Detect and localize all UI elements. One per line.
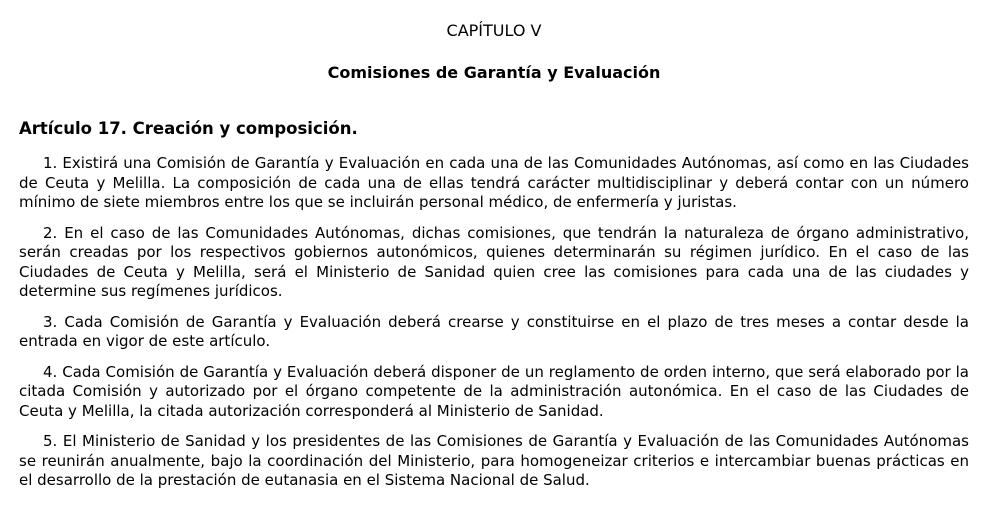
paragraph-1: 1. Existirá una Comisión de Garantía y Evaluación en cada una de las Comunidades Autónomas, así como en las Ciudades de Ceuta y Melilla. La composición de cada una de ellas tendrá carácter multidisciplinar y deberá contar con un número mínimo de siete miembros entre los que se incluirán personal médico, de enfermería y juristas. xyxy=(19,154,969,211)
paragraph-5: 5. El Ministerio de Sanidad y los presidentes de las Comisiones de Garantía y Evaluación de las Comunidades Autónomas se reunirán anualmente, bajo la coordinación del Ministerio, para homogeneizar criterios e intercambiar buenas prácticas en el desarrollo de la prestación de eutanasia en el Sistema Nacional de Salud. xyxy=(19,432,969,489)
chapter-heading: CAPÍTULO V xyxy=(446,21,542,40)
article-title: Artículo 17. Creación y composición. xyxy=(19,119,358,138)
paragraph-2: 2. En el caso de las Comunidades Autónomas, dichas comisiones, que tendrán la naturaleza de órgano administrativo, serán creadas por los respectivos gobiernos autonómicos, quienes determinarán su régimen jurídico. En el caso de las Ciudades de Ceuta y Melilla, será el Ministerio de Sanidad quien cree las comisiones para cada una de las ciudades y determine sus regímenes jurídicos. xyxy=(19,223,969,300)
section-title: Comisiones de Garantía y Evaluación xyxy=(327,63,661,82)
paragraph-4: 4. Cada Comisión de Garantía y Evaluación deberá disponer de un reglamento de orden interno, que será elaborado por la citada Comisión y autorizado por el órgano competente de la administración autonómica. En el caso de las Ciudades de Ceuta y Melilla, la citada autorización corresponderá al Ministerio de Sanidad. xyxy=(19,362,969,420)
paragraph-3: 3. Cada Comisión de Garantía y Evaluación deberá crearse y constituirse en el plazo de tres meses a contar desde la entrada en vigor de este artículo. xyxy=(19,312,969,350)
